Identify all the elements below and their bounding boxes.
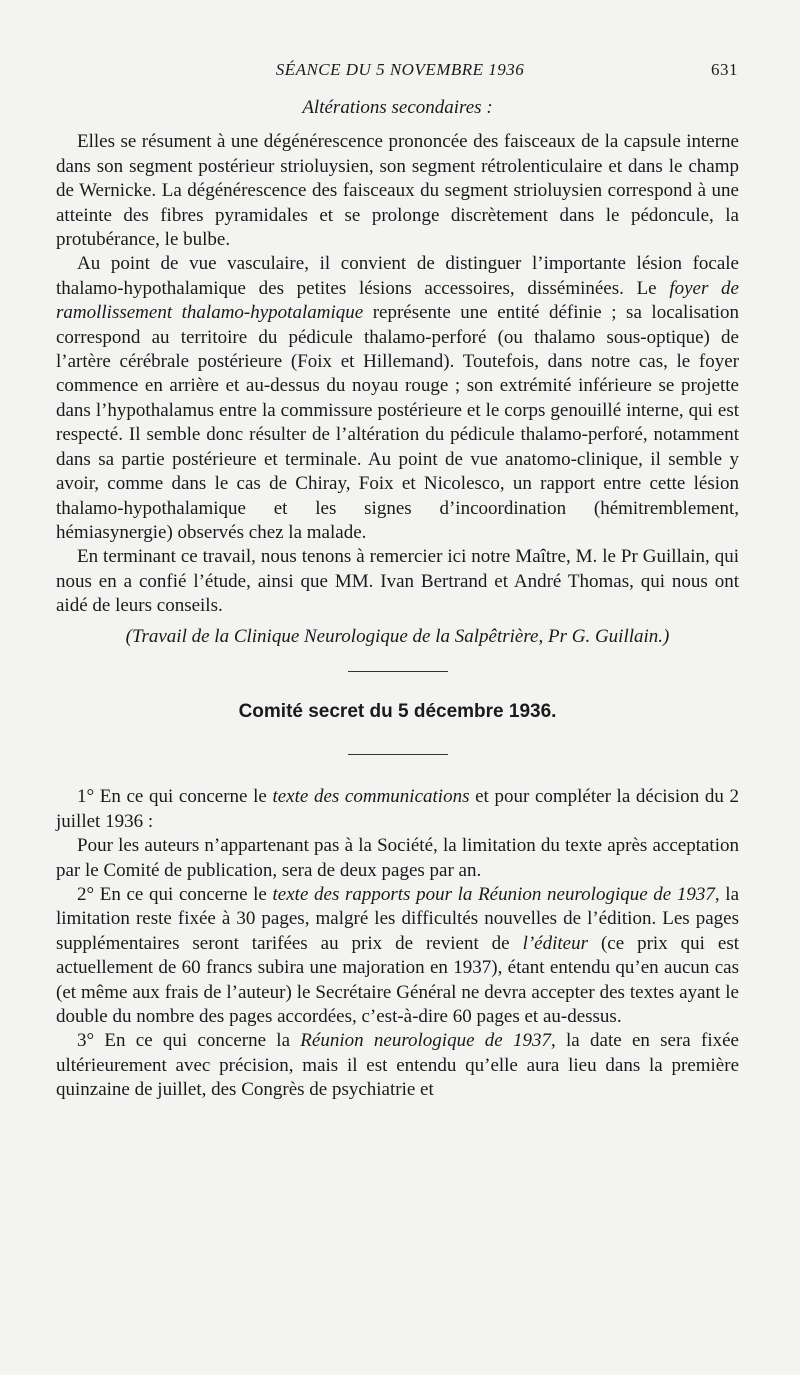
section-title: Comité secret du 5 décembre 1936. [238, 700, 557, 722]
italic-run: foyer de ramollissement thalamo-hypotalamique [56, 277, 739, 324]
running-head [0, 60, 800, 86]
paragraph: Pour les auteurs n’appartenant pas à la Société, la limitation du texte après acceptation par le Comité de publication, sera de deux pages par an. [56, 835, 739, 881]
body-text [56, 96, 739, 1103]
paragraph: En terminant ce travail, nous tenons à remercier ici notre Maître, M. le Pr Guillain, qui nous en a confié l’étude, ainsi que MM. Ivan Bertrand et André Thomas, qui nous ont aidé de leurs conseils. [56, 546, 739, 617]
paragraph [56, 785, 739, 834]
section-subheading: Altérations secondaires : [302, 97, 493, 118]
text-run: , la limitation reste fixée à 30 pages, malgré les difficultés nouvelles de l’édition. Les pages supplémentaires seront tarifées au prix de revient de [56, 883, 740, 954]
text-run: , la date en sera fixée ultérieurement avec précision, mais il est entendu qu’elle aura lieu dans la première quinzaine de juillet, des Congrès de psychiatrie et [56, 1030, 739, 1101]
paragraph [56, 883, 739, 1029]
paragraph [56, 1029, 739, 1102]
italic-run: texte des communications [272, 786, 470, 808]
italic-run: Réunion neurologique de 1937 [300, 1030, 551, 1052]
text-run: 1° En ce qui concerne le [77, 786, 273, 808]
paragraph [56, 252, 739, 545]
page-number: 631 [711, 60, 738, 79]
italic-run: texte des rapports pour la Réunion neurologique de 1937 [272, 883, 715, 905]
text-run: représente une entité définie ; sa localisation correspond au territoire du pédicule thalamo-perforé (ou thalamo sous-optique) de l’artère cérébrale postérieure (Foix et Hillemand). Toutefois, dans notre cas, le foyer commence en arrière et au-dessus du noyau rouge ; son extrémité inférieure se projette dans l’hypothalamus entre la commissure postérieure et le corps genouillé interne, qui est respecté. Il semble donc résulter de l’altération du pédicule thalamo-perforé, notamment dans sa partie postérieure et terminale. Au point de vue anatomo-clinique, il semble y avoir, comme dans le cas de Chiray, Foix et Nicolesco, un rapport entre cette lésion thalamo-hypothalamique et les signes d’incoordination (hémitremblement, hémiasynergie) observés chez la malade. [56, 302, 740, 543]
text-run: (ce prix qui est actuellement de 60 francs subira une majoration en 1937), étant entendu qu’en aucun cas (et même aux frais de l’auteur) le Secrétaire Général ne devra accepter des textes ayant le double du nombre des pages accordées, c’est-à-dire 60 pages et au-dessus. [56, 932, 739, 1027]
paragraph: Elles se résument à une dégénérescence prononcée des faisceaux de la capsule interne dans son segment postérieur strioluysien, son segment rétrolenticulaire et dans le champ de Wernicke. La dégénérescence des faisceaux du segment strioluysien correspond à une atteinte des fibres pyramidales et se prolonge discrètement dans le pédoncule, la protubérance, le bulbe. [56, 131, 739, 251]
text-run: 2° En ce qui concerne le [77, 883, 273, 905]
text-run: 3° En ce qui concerne la [77, 1030, 301, 1052]
credit-line: (Travail de la Clinique Neurologique de la Salpêtrière, Pr G. Guillain.) [125, 625, 670, 647]
text-run: et pour compléter la décision du 2 juillet 1936 : [56, 786, 739, 832]
section-comite [56, 785, 739, 1102]
italic-run: l’éditeur [522, 932, 588, 954]
running-head-title: SÉANCE DU 5 NOVEMBRE 1936 [275, 60, 525, 79]
divider [348, 671, 448, 672]
text-run: Au point de vue vasculaire, il convient de distinguer l’importante lésion focale thalamo-hypothalamique des petites lésions accessoires, disséminées. Le [56, 253, 739, 299]
divider [348, 754, 448, 755]
